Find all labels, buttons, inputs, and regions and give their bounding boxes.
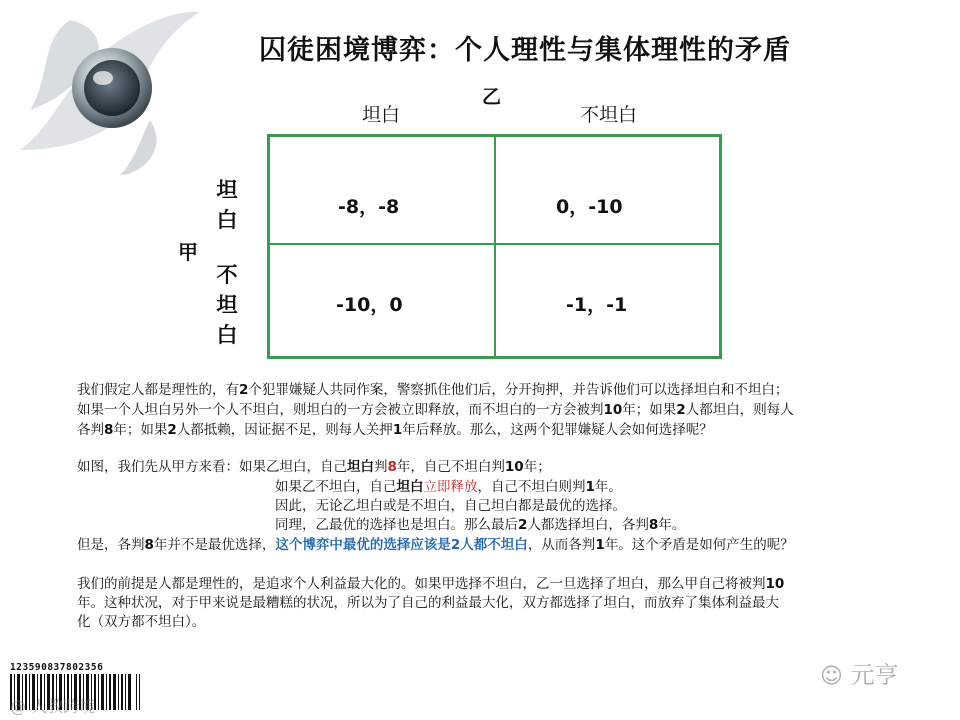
highlight-red-span: 立即释放 bbox=[423, 479, 478, 495]
watermark-right-text: 元亨 bbox=[850, 661, 899, 689]
row-header-confess: 坦白 bbox=[216, 178, 238, 232]
matrix-divider-vertical bbox=[494, 134, 496, 359]
watermark-right bbox=[820, 655, 899, 690]
text-span: ，自己不坦白则判 bbox=[477, 479, 586, 495]
lens-logo-icon bbox=[0, 0, 210, 180]
number-span: 1 bbox=[392, 422, 403, 438]
watermark-left: @ 人教跨境 bbox=[10, 697, 96, 716]
paragraph2-line1 bbox=[77, 458, 551, 476]
row-header-not-confess: 不坦白 bbox=[216, 263, 238, 347]
chat-bubble-icon: ☺ bbox=[820, 664, 843, 689]
highlight-blue-span: 这个博弈中最优的选择应该是2人都不坦白 bbox=[275, 537, 528, 553]
paragraph2-line3: 因此，无论乙坦白或是不坦白，自己坦白都是最优的选择。 bbox=[275, 498, 626, 514]
number-span: 10 bbox=[765, 576, 785, 592]
text-span: 年；如果 bbox=[113, 422, 168, 438]
paragraph2-line4 bbox=[275, 516, 685, 534]
barcode-number: 123590837802356 bbox=[10, 662, 104, 673]
number-span: 1 bbox=[595, 537, 605, 553]
text-span: 同理，乙最优的选择也是坦白。那么最后 bbox=[275, 517, 518, 533]
number-span: 2 bbox=[676, 402, 686, 418]
text-span: 年，自己不坦白判 bbox=[396, 459, 505, 475]
bold-span: 坦白 bbox=[396, 479, 424, 495]
text-span: 如图，我们先从甲方来看：如果乙坦白，自己 bbox=[77, 459, 347, 475]
matrix-divider-horizontal bbox=[267, 243, 722, 245]
number-span: 10 bbox=[603, 402, 623, 418]
text-span: 我们的前提是人都是理性的，是追求个人利益最大化的。如果甲选择不坦白，乙一旦选择了坦白，那么甲自己将被判 bbox=[77, 576, 766, 592]
text-span: 年；如果 bbox=[622, 402, 677, 418]
text-span: 年。这个矛盾是如何产生的呢？ bbox=[604, 537, 794, 553]
text-span: 人都抵赖，因证据不足，则每人关押 bbox=[176, 422, 393, 438]
paragraph1-line2 bbox=[77, 401, 794, 419]
number-span: 2 bbox=[518, 517, 528, 533]
text-span: 如果一个人坦白另外一个人不坦白，则坦白的一方会被立即释放，而不坦白的一方会被判 bbox=[77, 402, 604, 418]
paragraph3-line1 bbox=[77, 575, 784, 593]
paragraph2-line2 bbox=[275, 478, 622, 496]
text-span: 但是，各判 bbox=[77, 537, 145, 553]
text-span: 年并不是最优选择， bbox=[153, 537, 276, 553]
page-title: 囚徒困境博弈：个人理性与集体理性的矛盾 bbox=[259, 35, 791, 66]
number-span: 2 bbox=[167, 422, 177, 438]
paragraph3-line3: 化（双方都不坦白）。 bbox=[77, 614, 206, 630]
text-span: 我们假定人都是理性的，有 bbox=[77, 382, 239, 398]
number-span: 2 bbox=[239, 382, 249, 398]
number-span: 10 bbox=[504, 459, 524, 475]
text-span: 个犯罪嫌疑人共同作案，警察抓住他们后，分开拘押，并告诉他们可以选择坦白和不坦白； bbox=[248, 382, 789, 398]
text-span: 年； bbox=[523, 459, 551, 475]
text-span: 如果乙不坦白，自己 bbox=[275, 479, 397, 495]
player-b-label: 乙 bbox=[482, 86, 502, 108]
number-span: 8 bbox=[648, 517, 659, 533]
player-a-label: 甲 bbox=[178, 240, 198, 264]
text-span: 年。 bbox=[594, 479, 622, 495]
paragraph1-line3 bbox=[77, 421, 713, 439]
paragraph1-line1 bbox=[77, 381, 788, 399]
payoff-cell: -1，-1 bbox=[566, 294, 628, 316]
text-span: 人都坦白，则每人 bbox=[685, 402, 794, 418]
number-span: 8 bbox=[104, 422, 114, 438]
text-span: 年。 bbox=[658, 517, 686, 533]
number-span: 1 bbox=[585, 479, 595, 495]
column-header-confess: 坦白 bbox=[362, 104, 401, 126]
column-header-not-confess: 不坦白 bbox=[580, 104, 638, 126]
paragraph3-line2: 年。这种状况，对于甲来说是最糟糕的状况，所以为了自己的利益最大化，双方都选择了坦白，而放弃了集体利益最大 bbox=[77, 595, 779, 611]
text-span: 判 bbox=[374, 459, 388, 475]
bold-span: 坦白 bbox=[347, 459, 374, 475]
highlight-red-span: 8 bbox=[387, 459, 397, 475]
text-span: ，从而各判 bbox=[527, 537, 596, 553]
paragraph2-line5 bbox=[77, 536, 794, 554]
payoff-cell: -10，0 bbox=[336, 294, 403, 316]
text-span: 各判 bbox=[77, 422, 104, 438]
text-span: 年后释放。那么，这两个犯罪嫌疑人会如何选择呢？ bbox=[402, 422, 713, 438]
payoff-cell: -8，-8 bbox=[338, 196, 400, 218]
number-span: 8 bbox=[144, 537, 154, 553]
payoff-cell: 0，-10 bbox=[556, 196, 623, 218]
text-span: 人都选择坦白，各判 bbox=[527, 517, 649, 533]
